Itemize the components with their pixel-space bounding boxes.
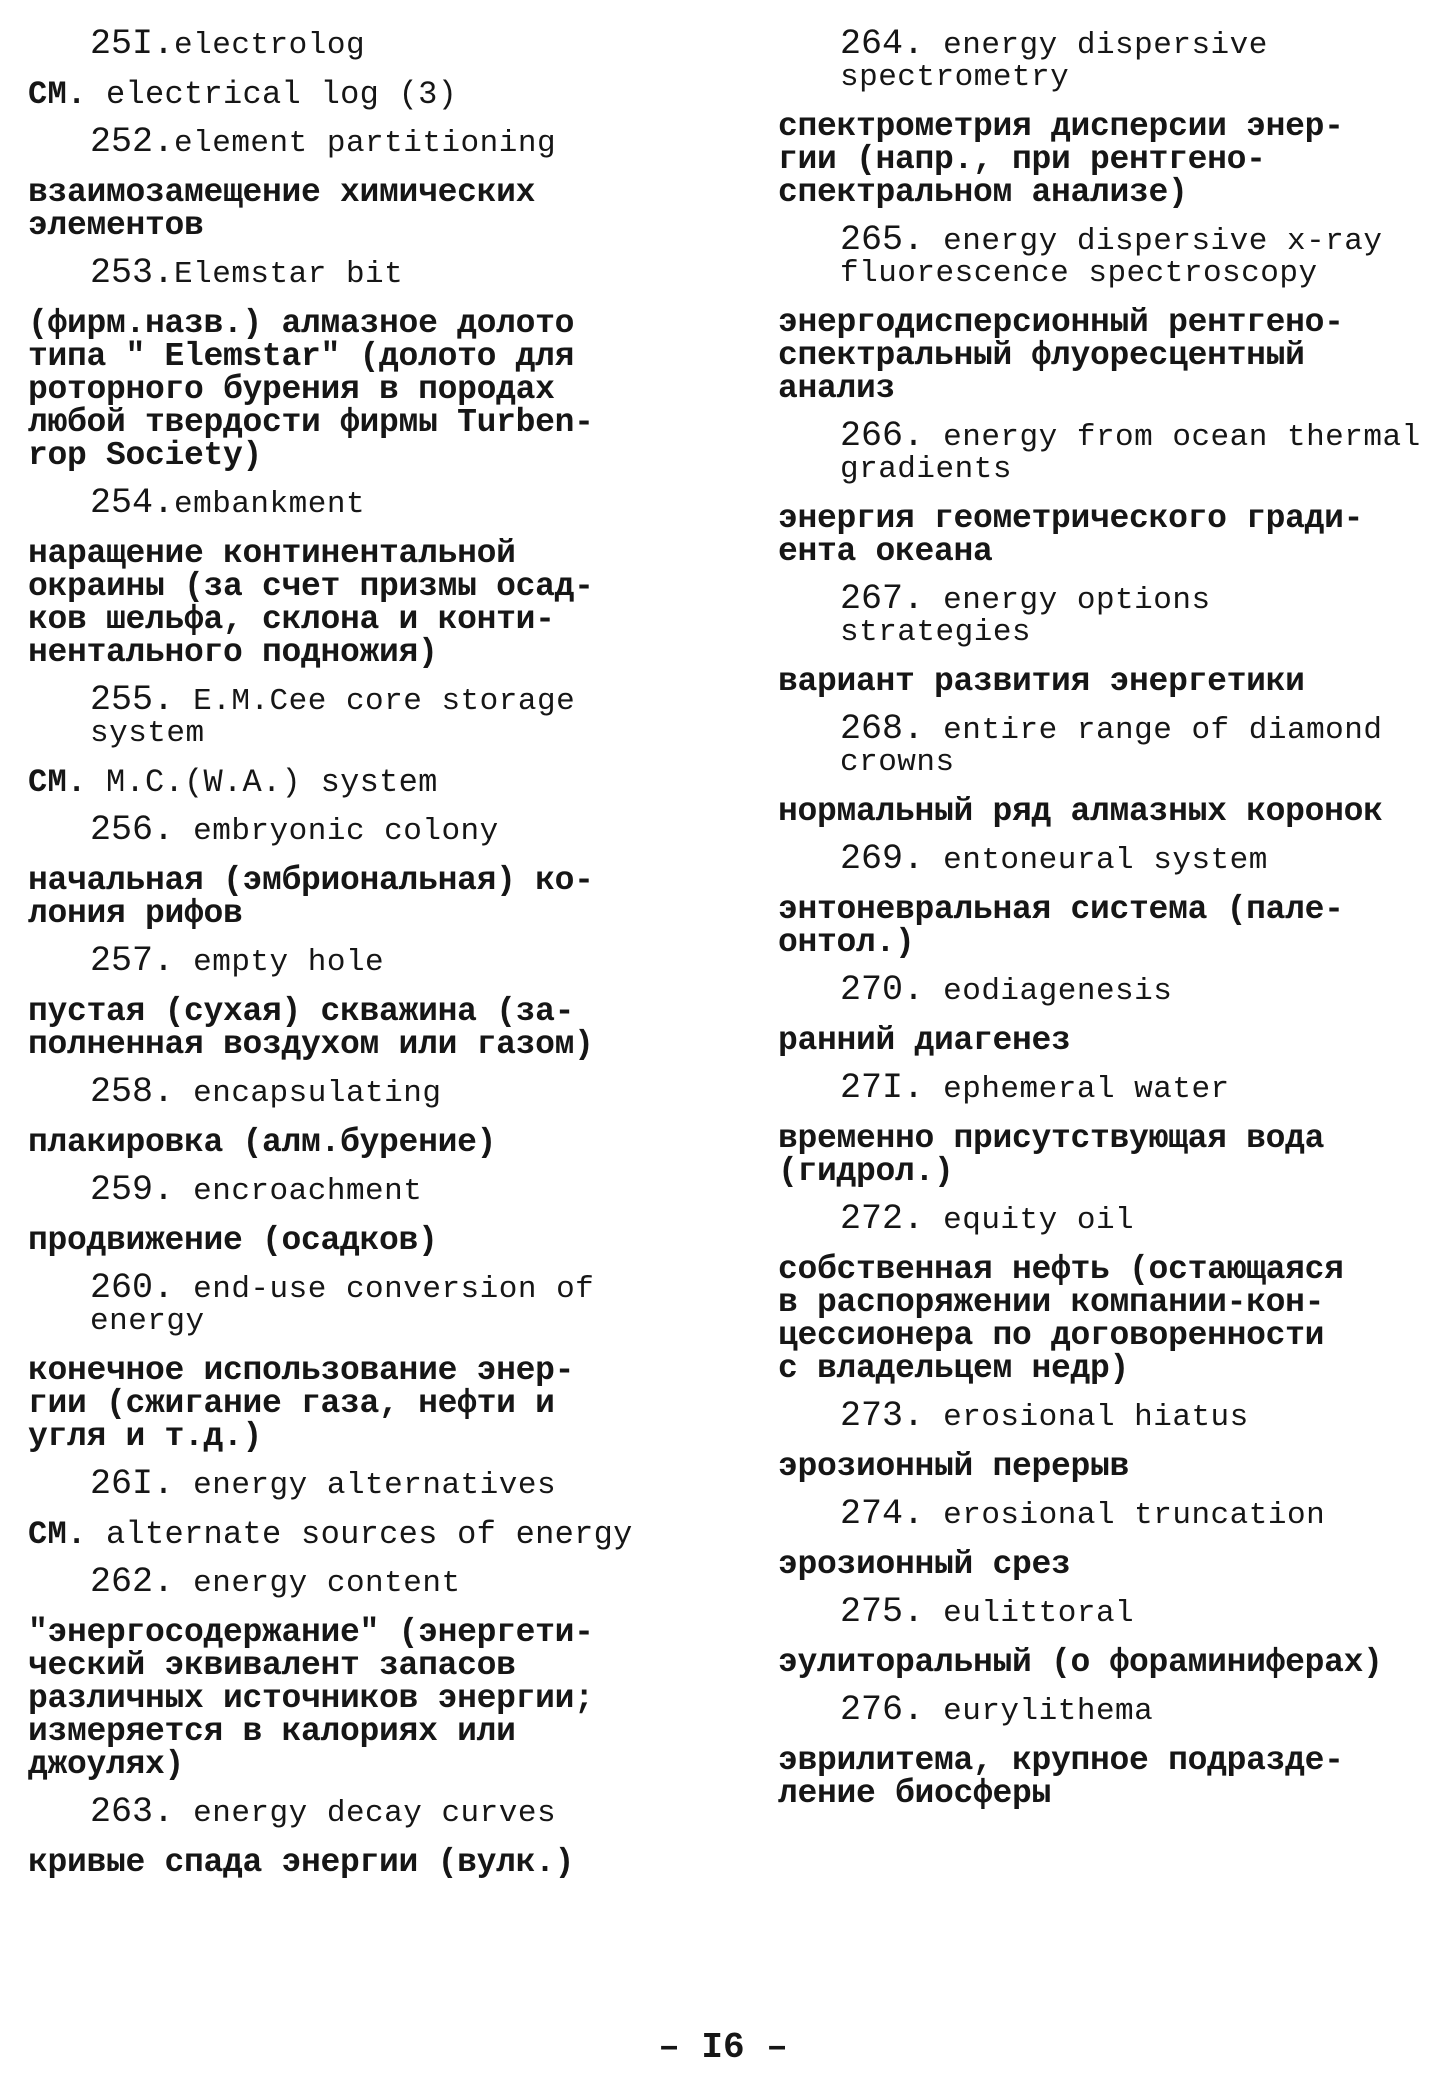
- entry-number: 270.: [840, 970, 925, 1010]
- entry-translation: эулиторальный (о фораминиферах): [778, 1644, 1383, 1681]
- entry-term: energy options strategies: [840, 583, 1211, 650]
- entry-number: 263.: [90, 1792, 175, 1832]
- entry-number: 266.: [840, 416, 925, 456]
- entry-number: 255.: [90, 680, 175, 720]
- dictionary-entry: [778, 416, 1428, 570]
- entry-term: empty hole: [174, 945, 385, 980]
- entry-number: 27I.: [840, 1068, 925, 1108]
- entry-headword: [28, 1562, 668, 1602]
- dictionary-entry: [28, 1464, 668, 1553]
- page-number: – I6 –: [658, 2027, 788, 2068]
- entry-number: 265.: [840, 220, 925, 260]
- entry-term: eulittoral: [924, 1596, 1135, 1631]
- dictionary-entry: [28, 1562, 668, 1783]
- entry-term: eurylithema: [924, 1694, 1154, 1729]
- entry-headword: [28, 122, 668, 162]
- entry-headword: [28, 24, 668, 64]
- entry-headword: [778, 1199, 1428, 1239]
- entry-number: 273.: [840, 1396, 925, 1436]
- entry-term: eodiagenesis: [924, 974, 1173, 1009]
- entry-term: erosional truncation: [924, 1498, 1326, 1533]
- cross-reference-target: alternate sources of energy: [106, 1516, 633, 1553]
- entry-number: 268.: [840, 709, 925, 749]
- entry-translation: энергодисперсионный рентгено- спектральный флуоресцентный анализ: [778, 304, 1344, 407]
- entry-headword: [778, 1068, 1428, 1108]
- entry-number: 269.: [840, 839, 925, 879]
- entry-term: embryonic colony: [174, 814, 499, 849]
- entry-term: energy alternatives: [174, 1468, 557, 1503]
- entry-number: 260.: [90, 1268, 175, 1308]
- entry-number: 257.: [90, 941, 175, 981]
- entry-translation: пустая (сухая) скважина (за- полненная воздухом или газом): [28, 993, 594, 1063]
- see-prefix: CM.: [28, 1516, 87, 1553]
- entry-term: element partitioning: [174, 126, 557, 161]
- entry-number: 259.: [90, 1170, 175, 1210]
- entry-headword: [778, 839, 1428, 879]
- entry-number: 267.: [840, 579, 925, 619]
- entry-term: equity oil: [924, 1203, 1135, 1238]
- dictionary-entry: [778, 1690, 1428, 1812]
- dictionary-entry: [778, 1592, 1428, 1681]
- dictionary-entry: [778, 1396, 1428, 1485]
- entry-translation: нормальный ряд алмазных коронок: [778, 793, 1383, 830]
- entry-headword: [28, 1170, 668, 1210]
- entry-number: 256.: [90, 810, 175, 850]
- entry-number: 25I.: [90, 24, 175, 64]
- entry-translation: эрозионный перерыв: [778, 1448, 1130, 1485]
- right-column: [778, 24, 1428, 1825]
- entry-headword: [28, 810, 668, 850]
- entry-translation: кривые спада энергии (вулк.): [28, 1844, 575, 1881]
- entry-number: 26I.: [90, 1464, 175, 1504]
- entry-term: energy from ocean thermal gradients: [840, 420, 1421, 487]
- entry-headword: [778, 709, 1428, 780]
- entry-number: 253.: [90, 253, 175, 293]
- entry-headword: [778, 579, 1428, 650]
- dictionary-entry: [778, 1199, 1428, 1387]
- entry-headword: [778, 24, 1428, 95]
- entry-number: 254.: [90, 483, 175, 523]
- entry-translation: конечное использование энер- гии (сжигание газа, нефти и угля и т.д.): [28, 1352, 575, 1455]
- entry-translation: ранний диагенез: [778, 1022, 1071, 1059]
- entry-headword: [28, 483, 668, 523]
- entry-translation: плакировка (алм.бурение): [28, 1124, 497, 1161]
- dictionary-entry: [778, 220, 1428, 407]
- entry-headword: [778, 1494, 1428, 1534]
- dictionary-entry: [28, 1072, 668, 1161]
- dictionary-entry: [28, 122, 668, 244]
- entry-headword: [778, 1690, 1428, 1730]
- entry-term: electrolog: [174, 28, 366, 63]
- cross-reference: [28, 1518, 668, 1551]
- dictionary-entry: [778, 839, 1428, 961]
- entry-term: energy dispersive x-ray fluorescence spectroscopy: [840, 224, 1383, 291]
- entry-headword: [778, 220, 1428, 291]
- entry-term: encroachment: [174, 1174, 423, 1209]
- see-prefix: CM.: [28, 764, 87, 801]
- dictionary-entry: [778, 24, 1428, 211]
- entry-translation: взаимозамещение химических элементов: [28, 174, 536, 244]
- dictionary-entry: [28, 1268, 668, 1455]
- entry-number: 264.: [840, 24, 925, 64]
- dictionary-entry: [28, 1792, 668, 1881]
- see-prefix: CM.: [28, 76, 87, 113]
- cross-reference-target: M.C.(W.A.) system: [106, 764, 438, 801]
- entry-headword: [28, 1072, 668, 1112]
- entry-translation: эрозионный срез: [778, 1546, 1071, 1583]
- entry-term: ephemeral water: [924, 1072, 1230, 1107]
- entry-term: energy content: [174, 1566, 461, 1601]
- dictionary-entry: [778, 1494, 1428, 1583]
- entry-number: 258.: [90, 1072, 175, 1112]
- entry-term: end-use conversion of energy: [90, 1272, 595, 1339]
- entry-translation: продвижение (осадков): [28, 1222, 438, 1259]
- entry-translation: начальная (эмбриональная) ко- лония рифов: [28, 862, 594, 932]
- entry-translation: энтоневральная система (пале- онтол.): [778, 891, 1344, 961]
- dictionary-entry: [28, 680, 668, 801]
- entry-term: Elemstar bit: [174, 257, 404, 292]
- entry-headword: [778, 970, 1428, 1010]
- entry-headword: [778, 416, 1428, 487]
- entry-headword: [28, 1464, 668, 1504]
- entry-term: erosional hiatus: [924, 1400, 1249, 1435]
- entry-translation: временно присутствующая вода (гидрол.): [778, 1120, 1325, 1190]
- dictionary-entry: [28, 810, 668, 932]
- cross-reference: [28, 766, 668, 799]
- entry-headword: [28, 941, 668, 981]
- entry-translation: (фирм.назв.) алмазное долото типа " Elemstar" (долото для роторного бурения в породах любой твердости фирмы Turben- rop Society): [28, 305, 594, 474]
- entry-term: embankment: [174, 487, 366, 522]
- dictionary-entry: [28, 483, 668, 671]
- cross-reference: [28, 78, 668, 111]
- entry-number: 276.: [840, 1690, 925, 1730]
- entry-translation: "энергосодержание" (энергети- ческий эквивалент запасов различных источников энергии; измеряется в калориях или джоулях): [28, 1614, 594, 1783]
- dictionary-entry: [28, 24, 668, 113]
- dictionary-entry: [778, 970, 1428, 1059]
- dictionary-entry: [778, 1068, 1428, 1190]
- entry-headword: [778, 1592, 1428, 1632]
- entry-headword: [778, 1396, 1428, 1436]
- entry-translation: наращение континентальной окраины (за счет призмы осад- ков шельфа, склона и конти- нентального подножия): [28, 535, 594, 671]
- entry-number: 262.: [90, 1562, 175, 1602]
- dictionary-entry: [778, 579, 1428, 700]
- entry-headword: [28, 1792, 668, 1832]
- entry-number: 274.: [840, 1494, 925, 1534]
- entry-headword: [28, 680, 668, 751]
- dictionary-entry: [28, 1170, 668, 1259]
- entry-headword: [28, 253, 668, 293]
- entry-translation: вариант развития энергетики: [778, 663, 1305, 700]
- entry-translation: собственная нефть (остающаяся в распоряжении компании-кон- цессионера по договоренности с владельцем недр): [778, 1251, 1344, 1387]
- entry-translation: эврилитема, крупное подразде- ление биосферы: [778, 1742, 1344, 1812]
- left-column: [28, 24, 668, 1894]
- entry-term: E.M.Cee core storage system: [90, 684, 576, 751]
- entry-term: encapsulating: [174, 1076, 442, 1111]
- entry-term: entire range of diamond crowns: [840, 713, 1383, 780]
- dictionary-entry: [778, 709, 1428, 830]
- entry-number: 252.: [90, 122, 175, 162]
- entry-headword: [28, 1268, 668, 1339]
- entry-number: 275.: [840, 1592, 925, 1632]
- entry-translation: энергия геометрического гради- ента океана: [778, 500, 1364, 570]
- entry-number: 272.: [840, 1199, 925, 1239]
- entry-term: energy dispersive spectrometry: [840, 28, 1268, 95]
- entry-term: energy decay curves: [174, 1796, 557, 1831]
- entry-translation: спектрометрия дисперсии энер- гии (напр., при рентгено- спектральном анализе): [778, 108, 1344, 211]
- dictionary-entry: [28, 941, 668, 1063]
- entry-term: entoneural system: [924, 843, 1268, 878]
- dictionary-entry: [28, 253, 668, 474]
- cross-reference-target: electrical log (3): [106, 76, 458, 113]
